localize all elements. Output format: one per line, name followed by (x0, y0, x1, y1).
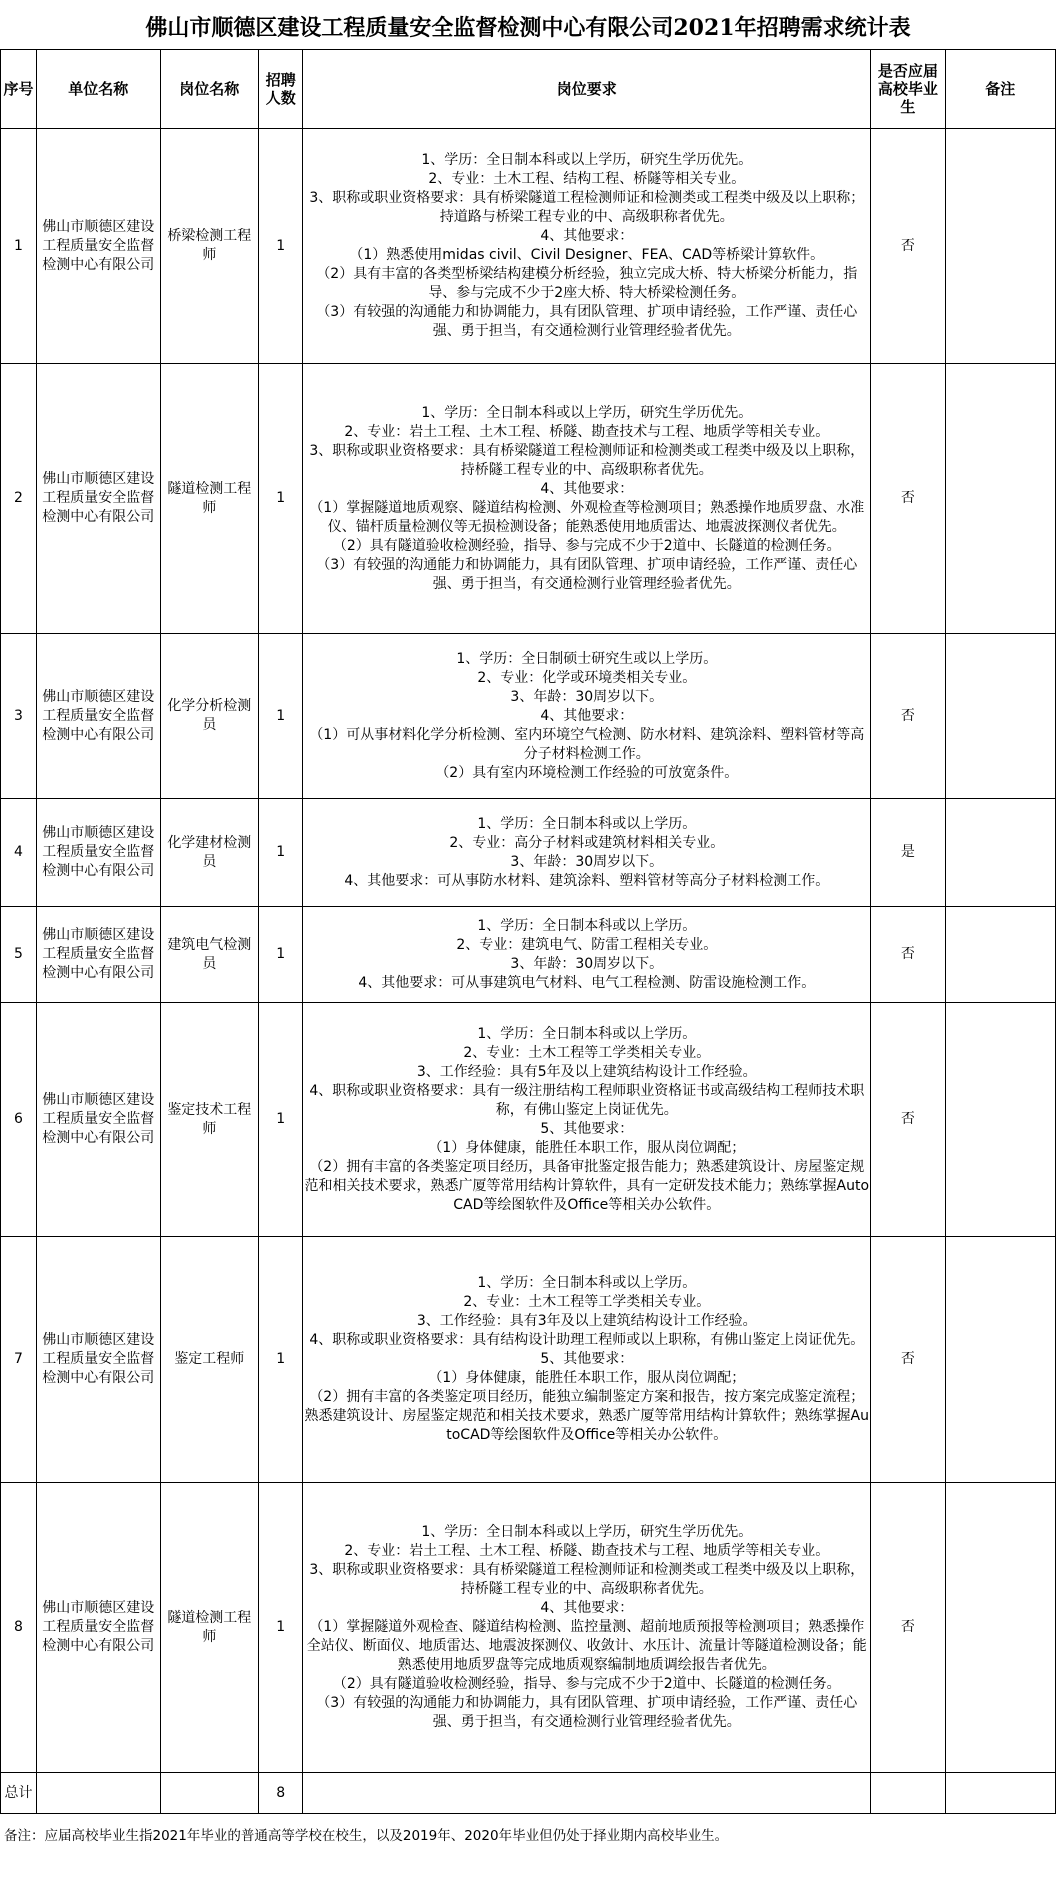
requirement-line: 4、职称或职业资格要求：具有结构设计助理工程师或以上职称，有佛山鉴定上岗证优先。 (309, 1332, 865, 1348)
requirement-line: 4、其他要求： (540, 228, 634, 244)
row-count: 1 (259, 907, 303, 1003)
footnote: 备注：应届高校毕业生指2021年毕业的普通高等学校在校生，以及2019年、2020年毕业但仍处于择业期内高校毕业生。 (4, 1828, 729, 1844)
row-unit: 佛山市顺德区建设工程质量安全监督检测中心有限公司 (37, 907, 161, 1003)
row-no: 7 (1, 1237, 37, 1483)
row-count: 1 (259, 799, 303, 907)
row-remark (945, 129, 1055, 364)
requirement-line: 3、职称或职业资格要求：具有桥梁隧道工程检测师证和检测类或工程类中级及以上职称，持桥隧工程专业的中、高级职称者优先。 (309, 442, 865, 478)
row-requirements (303, 907, 871, 1003)
row-unit: 佛山市顺德区建设工程质量安全监督检测中心有限公司 (37, 1003, 161, 1237)
row-no: 3 (1, 634, 37, 799)
page-title: 佛山市顺德区建设工程质量安全监督检测中心有限公司2021年招聘需求统计表 (145, 15, 911, 41)
header-graduate: 是否应届高校毕业生 (871, 50, 945, 129)
requirement-line: （2）拥有丰富的各类鉴定项目经历，具备审批鉴定报告能力；熟悉建筑设计、房屋鉴定规范和相关技术要求，熟悉广厦等常用结构计算软件，具有一定研发技术能力；熟练掌握AutoCAD等绘图软件及Office等相关办公软件。 (304, 1158, 870, 1213)
requirement-line: 2、专业：土木工程等工学类相关专业。 (463, 1294, 711, 1310)
row-unit: 佛山市顺德区建设工程质量安全监督检测中心有限公司 (37, 799, 161, 907)
requirement-line: 3、工作经验：具有3年及以上建筑结构设计工作经验。 (416, 1313, 757, 1329)
total-empty-position (160, 1773, 258, 1814)
requirement-line: 3、职称或职业资格要求：具有桥梁隧道工程检测师证和检测类或工程类中级及以上职称，持桥隧工程专业的中、高级职称者优先。 (309, 1562, 865, 1597)
recruitment-table (0, 49, 1056, 1814)
row-graduate: 否 (871, 1237, 945, 1483)
requirement-line: （1）可从事材料化学分析检测、室内环境空气检测、防水材料、建筑涂料、塑料管材等高分子材料检测工作。 (309, 726, 865, 762)
table-row (1, 1003, 1056, 1237)
row-requirements (303, 129, 871, 364)
row-position: 隧道检测工程师 (160, 364, 258, 634)
requirement-line: （2）拥有丰富的各类鉴定项目经历，能独立编制鉴定方案和报告，按方案完成鉴定流程；熟悉建筑设计、房屋鉴定规范和相关技术要求，熟悉广厦等常用结构计算软件；熟练掌握AutoCAD等绘图软件及Office等相关办公软件。 (304, 1389, 869, 1443)
table-row (1, 129, 1056, 364)
requirement-line: 4、其他要求：可从事建筑电气材料、电气工程检测、防雷设施检测工作。 (358, 974, 816, 991)
requirement-line: 1、学历：全日制本科或以上学历，研究生学历优先。 (421, 404, 753, 421)
row-unit: 佛山市顺德区建设工程质量安全监督检测中心有限公司 (37, 1237, 161, 1483)
requirement-line: （3）有较强的沟通能力和协调能力，具有团队管理、扩项申请经验，工作严谨、责任心强、勇于担当，有交通检测行业管理经验者优先。 (316, 1695, 858, 1730)
table-row (1, 799, 1056, 907)
requirement-line: （2）具有室内环境检测工作经验的可放宽条件。 (435, 764, 739, 781)
requirement-line: 3、年龄：30周岁以下。 (510, 688, 664, 705)
requirement-line: （1）掌握隧道地质观察、隧道结构检测、外观检查等检测项目；熟悉操作地质罗盘、水准仪、锚杆质量检测仪等无损检测设备；能熟悉使用地质雷达、地震波探测仪者优先。 (309, 499, 865, 535)
row-position: 桥梁检测工程师 (160, 129, 258, 364)
row-position: 隧道检测工程师 (160, 1483, 258, 1773)
requirement-line: （2）具有隧道验收检测经验，指导、参与完成不少于2道中、长隧道的检测任务。 (332, 537, 841, 554)
requirement-line: 2、专业：土木工程等工学类相关专业。 (463, 1044, 711, 1061)
row-unit: 佛山市顺德区建设工程质量安全监督检测中心有限公司 (37, 1483, 161, 1773)
requirement-line: 2、专业：化学或环境类相关专业。 (477, 669, 697, 686)
row-remark (945, 1483, 1055, 1773)
requirement-line: 2、专业：土木工程、结构工程、桥隧等相关专业。 (428, 171, 746, 187)
requirement-line: 4、其他要求： (540, 707, 634, 724)
requirement-line: 1、学历：全日制本科或以上学历。 (477, 1025, 697, 1042)
row-unit: 佛山市顺德区建设工程质量安全监督检测中心有限公司 (37, 364, 161, 634)
row-position: 建筑电气检测员 (160, 907, 258, 1003)
header-row (1, 50, 1056, 129)
row-position: 鉴定工程师 (160, 1237, 258, 1483)
row-requirements (303, 634, 871, 799)
row-graduate: 否 (871, 129, 945, 364)
header-remark: 备注 (945, 50, 1055, 129)
row-requirements (303, 364, 871, 634)
requirement-line: 2、专业：建筑电气、防雷工程相关专业。 (456, 936, 718, 953)
table-row (1, 1483, 1056, 1773)
row-count: 1 (259, 1237, 303, 1483)
requirement-line: 5、其他要求： (540, 1120, 634, 1137)
row-requirements (303, 1483, 871, 1773)
row-no: 4 (1, 799, 37, 907)
requirement-line: （3）有较强的沟通能力和协调能力，具有团队管理、扩项申请经验，工作严谨、责任心强、勇于担当，有交通检测行业管理经验者优先。 (316, 556, 858, 592)
header-unit: 单位名称 (37, 50, 161, 129)
requirement-line: （3）有较强的沟通能力和协调能力，具有团队管理、扩项申请经验，工作严谨、责任心强、勇于担当，有交通检测行业管理经验者优先。 (316, 304, 858, 339)
header-position: 岗位名称 (160, 50, 258, 129)
requirement-line: 1、学历：全日制本科或以上学历，研究生学历优先。 (421, 1524, 753, 1540)
total-empty-requirements (303, 1773, 871, 1814)
requirement-line: （1）身体健康，能胜任本职工作，服从岗位调配； (428, 1370, 746, 1386)
requirement-line: 1、学历：全日制本科或以上学历，研究生学历优先。 (421, 152, 753, 168)
row-remark (945, 1237, 1055, 1483)
row-position: 化学建材检测员 (160, 799, 258, 907)
row-unit: 佛山市顺德区建设工程质量安全监督检测中心有限公司 (37, 634, 161, 799)
total-count: 8 (259, 1773, 303, 1814)
row-remark (945, 634, 1055, 799)
row-unit: 佛山市顺德区建设工程质量安全监督检测中心有限公司 (37, 129, 161, 364)
row-graduate: 否 (871, 1483, 945, 1773)
requirement-line: 1、学历：全日制本科或以上学历。 (477, 1275, 697, 1291)
requirement-line: 3、工作经验：具有5年及以上建筑结构设计工作经验。 (416, 1063, 757, 1080)
row-requirements (303, 1003, 871, 1237)
row-graduate: 否 (871, 364, 945, 634)
requirement-line: 1、学历：全日制本科或以上学历。 (477, 815, 697, 832)
row-position: 化学分析检测员 (160, 634, 258, 799)
row-count: 1 (259, 129, 303, 364)
row-count: 1 (259, 1483, 303, 1773)
row-requirements (303, 799, 871, 907)
row-no: 6 (1, 1003, 37, 1237)
requirement-line: 2、专业：岩土工程、土木工程、桥隧、勘查技术与工程、地质学等相关专业。 (344, 1543, 830, 1559)
total-empty-remark (945, 1773, 1055, 1814)
requirement-line: 2、专业：高分子材料或建筑材料相关专业。 (449, 834, 725, 851)
row-no: 1 (1, 129, 37, 364)
table-row (1, 634, 1056, 799)
header-requirements: 岗位要求 (303, 50, 871, 129)
row-remark (945, 799, 1055, 907)
requirement-line: 3、职称或职业资格要求：具有桥梁隧道工程检测师证和检测类或工程类中级及以上职称；持道路与桥梁工程专业的中、高级职称者优先。 (309, 190, 865, 225)
table-row (1, 364, 1056, 634)
requirement-line: （1）身体健康，能胜任本职工作，服从岗位调配； (428, 1139, 746, 1156)
row-graduate: 否 (871, 634, 945, 799)
requirement-line: （2）具有丰富的各类型桥梁结构建模分析经验，独立完成大桥、特大桥梁分析能力，指导、参与完成不少于2座大桥、特大桥梁检测任务。 (316, 266, 858, 301)
requirement-line: （1）掌握隧道外观检查、隧道结构检测、监控量测、超前地质预报等检测项目；熟悉操作全站仪、断面仪、地质雷达、地震波探测仪、收敛计、水压计、流量计等隧道检测设备；能熟悉使用地质罗盘等完成地质观察编制地质调绘报告者优先。 (306, 1619, 867, 1673)
row-graduate: 否 (871, 907, 945, 1003)
table-row (1, 1237, 1056, 1483)
total-row (1, 1773, 1056, 1814)
row-no: 2 (1, 364, 37, 634)
row-requirements (303, 1237, 871, 1483)
requirement-line: 2、专业：岩土工程、土木工程、桥隧、勘查技术与工程、地质学等相关专业。 (344, 423, 830, 440)
requirement-line: 4、其他要求：可从事防水材料、建筑涂料、塑料管材等高分子材料检测工作。 (344, 872, 830, 889)
requirement-line: 4、职称或职业资格要求：具有一级注册结构工程师职业资格证书或高级结构工程师技术职称，有佛山鉴定上岗证优先。 (309, 1082, 865, 1118)
total-empty-graduate (871, 1773, 945, 1814)
header-no: 序号 (1, 50, 37, 129)
requirement-line: 4、其他要求： (540, 1600, 634, 1616)
requirement-line: 3、年龄：30周岁以下。 (510, 853, 664, 870)
row-count: 1 (259, 634, 303, 799)
row-position: 鉴定技术工程师 (160, 1003, 258, 1237)
header-count: 招聘人数 (259, 50, 303, 129)
row-graduate: 是 (871, 799, 945, 907)
requirement-line: 1、学历：全日制硕士研究生或以上学历。 (456, 650, 718, 667)
requirement-line: 4、其他要求： (540, 480, 634, 497)
requirement-line: （1）熟悉使用midas civil、Civil Designer、FEA、CAD等桥梁计算软件。 (349, 247, 825, 263)
table-row (1, 907, 1056, 1003)
requirement-line: 1、学历：全日制本科或以上学历。 (477, 917, 697, 934)
row-no: 8 (1, 1483, 37, 1773)
row-remark (945, 907, 1055, 1003)
requirement-line: 3、年龄：30周岁以下。 (510, 955, 664, 972)
requirement-line: （2）具有隧道验收检测经验，指导、参与完成不少于2道中、长隧道的检测任务。 (332, 1676, 841, 1692)
total-empty-unit (37, 1773, 161, 1814)
row-count: 1 (259, 1003, 303, 1237)
row-count: 1 (259, 364, 303, 634)
total-label: 总计 (1, 1773, 37, 1814)
row-remark (945, 1003, 1055, 1237)
requirement-line: 5、其他要求： (540, 1351, 634, 1367)
row-no: 5 (1, 907, 37, 1003)
row-remark (945, 364, 1055, 634)
row-graduate: 否 (871, 1003, 945, 1237)
